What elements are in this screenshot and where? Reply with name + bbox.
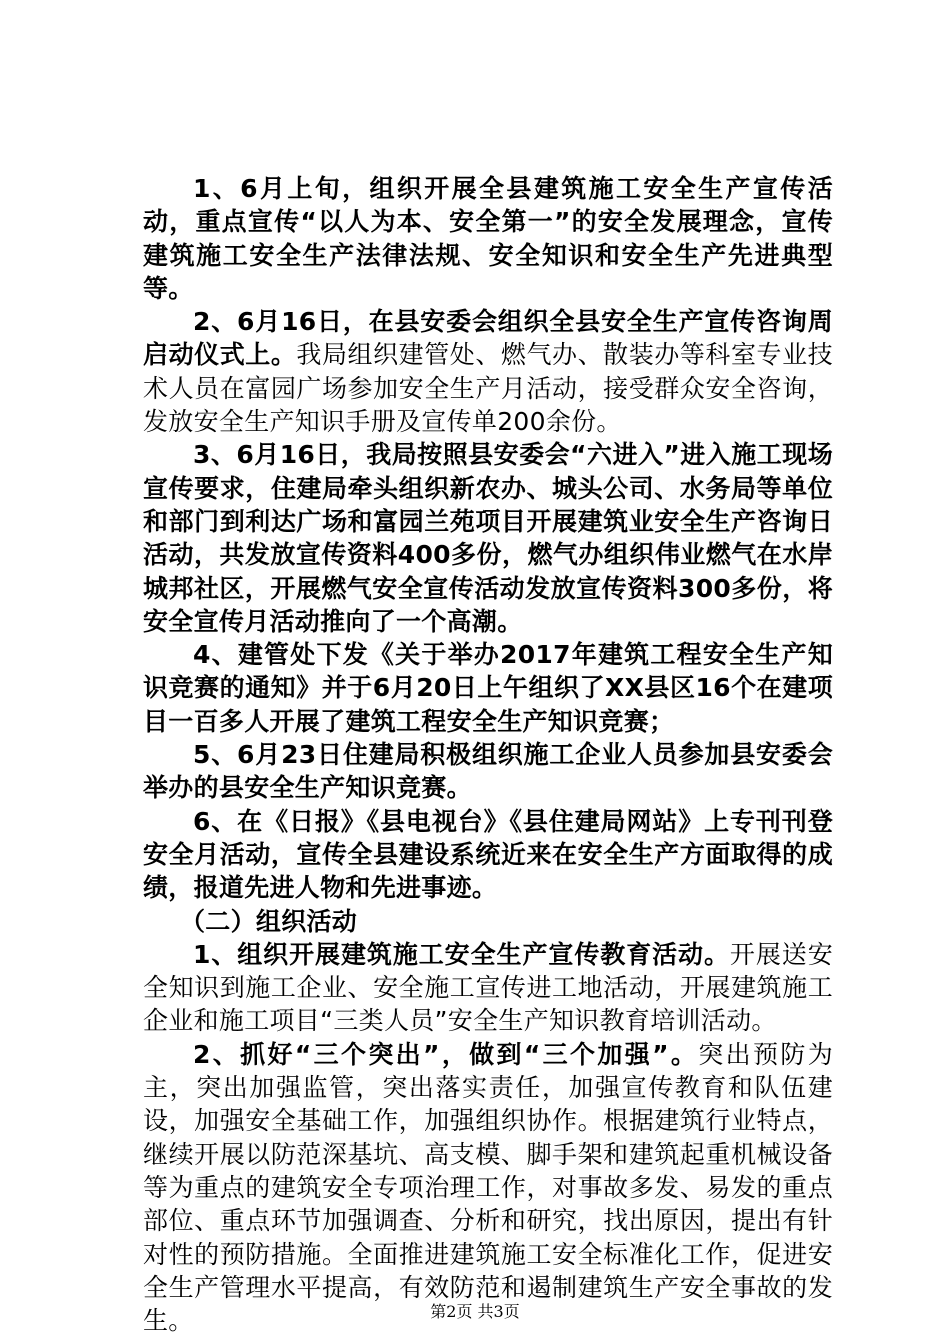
activity-1-text: 开展送安全知识到施工企业、安全施工宣传进工地活动，开展建筑施工企业和施工项目“三类人员”安全生产知识教育培训活动。 <box>143 939 833 1036</box>
activity-2-lead: 2、抓好“三个突出”，做到“三个加强”。 <box>193 1039 699 1069</box>
activity-2 <box>143 1038 833 1338</box>
paragraph-2 <box>143 305 833 438</box>
page-footer: 第2页 共3页 <box>430 1302 520 1321</box>
paragraph-6-text: 6、在《日报》《县电视台》《县住建局网站》上专刊刊登安全月活动，宣传全县建设系统近来在安全生产方面取得的成绩，报道先进人物和先进事迹。 <box>143 806 833 903</box>
paragraph-1-text: 1、6月上旬，组织开展全县建筑施工安全生产宣传活动，重点宣传“以人为本、安全第一”的安全发展理念，宣传建筑施工安全生产法律法规、安全知识和安全生产先进典型等。 <box>143 174 833 303</box>
paragraph-2-text: 我局组织建管处、燃气办、散装办等科室专业技术人员在富园广场参加安全生产月活动，接受群众安全咨询，发放安全生产知识手册及宣传单200余份。 <box>143 340 833 437</box>
paragraph-6 <box>143 805 833 905</box>
paragraph-3 <box>143 438 833 638</box>
paragraph-5 <box>143 738 833 805</box>
activity-1-lead: 1、组织开展建筑施工安全生产宣传教育活动。 <box>193 939 730 969</box>
document-body <box>143 172 833 1337</box>
paragraph-5-text: 5、6月23日住建局积极组织施工企业人员参加县安委会举办的县安全生产知识竞赛。 <box>143 740 833 803</box>
section-heading: （二）组织活动 <box>180 906 358 936</box>
activity-2-text: 突出预防为主，突出加强监管，突出落实责任，加强宣传教育和队伍建设，加强安全基础工作，加强组织协作。根据建筑行业特点，继续开展以防范深基坑、高支模、脚手架和建筑起重机械设备等为重点的建筑安全专项治理工作，对事故多发、易发的重点部位、重点环节加强调查、分析和研究，找出原因，提出有针对性的预防措施。全面推进建筑施工安全标准化工作，促进安全生产管理水平提高，有效防范和遏制建筑生产安全事故的发生。 <box>143 1039 833 1336</box>
paragraph-4 <box>143 638 833 738</box>
activity-1 <box>143 938 833 1038</box>
paragraph-2-lead: 2、6月16日，在县安委会组织全县安全生产宣传咨询周启动仪式上。 <box>143 307 833 370</box>
paragraph-3-text: 3、6月16日，我局按照县安委会“六进入”进入施工现场宣传要求，住建局牵头组织新农办、城头公司、水务局等单位和部门到利达广场和富园兰苑项目开展建筑业安全生产咨询日活动，共发放宣传资料400多份，燃气办组织伟业燃气在水岸城邦社区，开展燃气安全宣传活动发放宣传资料300多份，将安全宣传月活动推向了一个高潮。 <box>143 440 833 636</box>
paragraph-4-text: 4、建管处下发《关于举办2017年建筑工程安全生产知识竞赛的通知》并于6月20日上午组织了XX县区16个在建项目一百多人开展了建筑工程安全生产知识竞赛； <box>143 640 833 736</box>
paragraph-1 <box>143 172 833 305</box>
